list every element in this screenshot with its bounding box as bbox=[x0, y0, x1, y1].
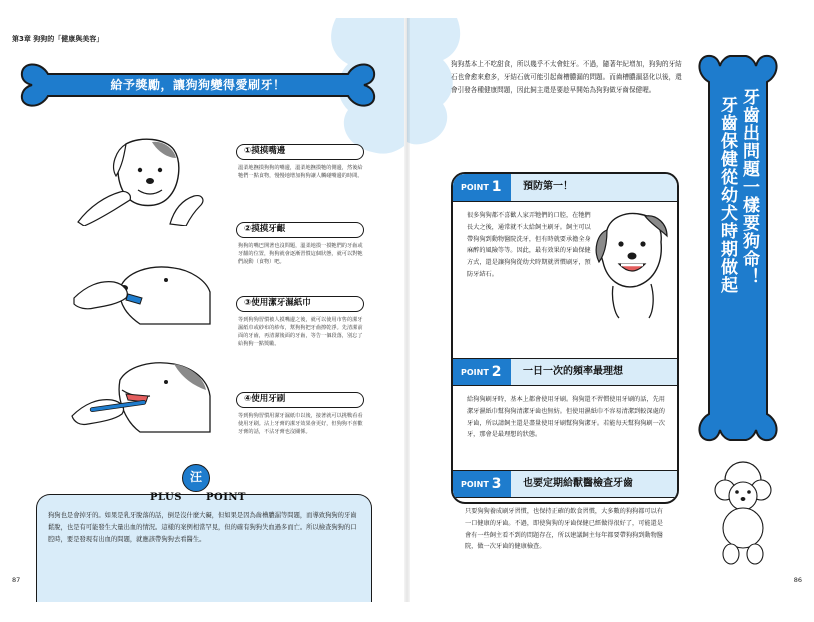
tip-body: 狗狗的嘴巴開著也沒問題，溫柔地摸一摸牠們的牙齒或牙齦的位置，狗狗就會逐漸習慣這個狀態，就可以對牠們說動（食物）吧。 bbox=[238, 243, 363, 265]
vertical-title-line-1: 牙齒出問題一樣要狗命！ bbox=[739, 88, 759, 286]
tip-body: 等到狗狗習慣被人摸嘴邊之後，就可以使用市售的潔牙濕紙巾或紗布的紗布，幫狗狗把牙齒擦乾淨。先清潔前面的牙齒，再清潔後面的牙齒，等告一個段落，別忘了給狗狗一點獎勵。 bbox=[238, 317, 363, 347]
point-title: 也要定期給獸醫檢查牙齒 bbox=[523, 478, 633, 489]
dog-toothbrush-icon bbox=[70, 356, 220, 436]
plus-point-badge: 汪 bbox=[182, 464, 210, 492]
point-1-header bbox=[453, 174, 677, 202]
right-page bbox=[407, 18, 814, 602]
point-title: 預防第一！ bbox=[523, 181, 573, 192]
point-word: POINT bbox=[461, 183, 489, 192]
tip-title: ①摸摸嘴邊 bbox=[236, 144, 364, 160]
point-word: POINT bbox=[461, 480, 489, 489]
vertical-title-line-2: 牙齒保健從幼犬時期做起 bbox=[717, 96, 737, 294]
page-number-right: 86 bbox=[793, 576, 802, 584]
point-badge bbox=[453, 359, 511, 385]
point-number: 2 bbox=[491, 364, 502, 380]
tip-1 bbox=[236, 144, 364, 180]
book-spread bbox=[0, 18, 814, 602]
tip-body: 等到狗狗習慣用潔牙濕紙巾以後，接著就可以挑戰看看使用牙刷。沾上牙膏的潔牙效果會更好，但狗狗不喜歡牙膏的話，不沾牙膏也沒關係。 bbox=[238, 413, 363, 435]
point-title: 一日一次的頻率最理想 bbox=[523, 366, 623, 377]
banner-title: 給予獎勵，讓狗狗變得愛刷牙！ bbox=[110, 78, 286, 92]
tip-3 bbox=[236, 296, 364, 348]
point-2-header bbox=[453, 358, 677, 386]
book-spine bbox=[404, 18, 410, 602]
dog-hand-mouth-icon bbox=[70, 136, 220, 226]
point-3-body: 只要狗狗養成刷牙習慣，也保持正確的飲食習慣，大多數的狗狗都可以有一口健康的牙齒。不過，即使狗狗的牙齒保健已經做得很好了，可能還是會有一些飼主看不到的問題存在，所以建議飼主每年都要帶狗狗到動物醫院，做一次牙齒的健康檢查。 bbox=[465, 508, 663, 551]
left-page bbox=[0, 18, 407, 602]
plus-label: PLUS bbox=[150, 492, 182, 503]
point-1-body: 很多狗狗都不喜歡人家弄牠們的口腔，在牠們長大之後，通常就不太給飼主刷牙。飼主可以帶狗狗到動物醫院洗牙，但有時就要承擔全身麻醉的風險等等。因此，最有效果的牙齒保健方式，還是讓狗狗從幼犬時期就習慣刷牙，預防牙結石。 bbox=[467, 212, 591, 278]
point-number: 3 bbox=[491, 476, 502, 492]
tip-title: ④使用牙刷 bbox=[236, 392, 364, 408]
plus-point-text: 狗狗也是會掉牙的。如果是乳牙脫落的話，倒是沒什麼大礙，但如果是因為齒槽膿漏等問題，而導致狗狗的牙齒鬆脫，也是有可能發生大量出血的情況。這樣的案例相當罕見，但的確有狗狗失血過多而亡。所以檢查狗狗的口腔時，要是發現有出血的問題，就應該帶狗狗去看醫生。 bbox=[48, 512, 357, 543]
point-badge bbox=[453, 471, 511, 497]
illustration-touch-gums bbox=[70, 258, 230, 328]
point-3-header bbox=[453, 470, 677, 498]
points-card bbox=[451, 172, 679, 504]
illustration-touch-mouth bbox=[70, 136, 230, 226]
chapter-header: 第3章 狗狗的「健康與美容」 bbox=[12, 35, 104, 43]
point-label: POINT bbox=[206, 492, 246, 503]
smiling-dog-icon bbox=[593, 210, 673, 320]
tip-2 bbox=[236, 222, 364, 266]
bone-banner bbox=[18, 56, 378, 114]
point-2-body: 給狗狗刷牙時，基本上都會使用牙刷。狗狗還不習慣使用牙刷的話，先用潔牙濕紙巾幫狗狗清潔牙齒也無妨。但使用濕紙巾不容易清潔到較深處的牙齒，所以請飼主還是盡量使用牙刷幫狗狗潔牙。若能每天幫狗狗刷一次牙，那會是最理想的狀態。 bbox=[467, 396, 665, 439]
tip-4 bbox=[236, 392, 364, 436]
tip-title: ③使用潔牙濕紙巾 bbox=[236, 296, 364, 312]
point-badge bbox=[453, 174, 511, 201]
point-number: 1 bbox=[491, 179, 502, 195]
vertical-bone-shape bbox=[693, 52, 783, 444]
tip-title: ②摸摸牙齦 bbox=[236, 222, 364, 238]
dog-gums-icon bbox=[70, 258, 220, 328]
tip-body: 溫柔地撫摸狗狗的嘴邊，溫柔地撫摸牠的側邊，然後給牠們一點食物，慢慢地增加狗狗讓人觸碰嘴邊的時間。 bbox=[238, 165, 363, 179]
page-number-left: 87 bbox=[12, 576, 21, 584]
vertical-title-bar bbox=[693, 52, 783, 444]
illustration-brushing bbox=[70, 356, 230, 436]
point-word: POINT bbox=[461, 368, 489, 377]
poodle-icon bbox=[709, 458, 779, 568]
intro-paragraph: 狗狗基本上不吃甜食，所以幾乎不太會蛀牙。不過，隨著年紀增加，狗狗的牙結石也會愈來愈多，牙結石就可能引起齒槽膿漏的問題。而齒槽膿漏惡化以後，還會引發各種健康問題，因此飼主還是要趁早開始為狗狗做牙齒保健喔。 bbox=[451, 60, 682, 94]
